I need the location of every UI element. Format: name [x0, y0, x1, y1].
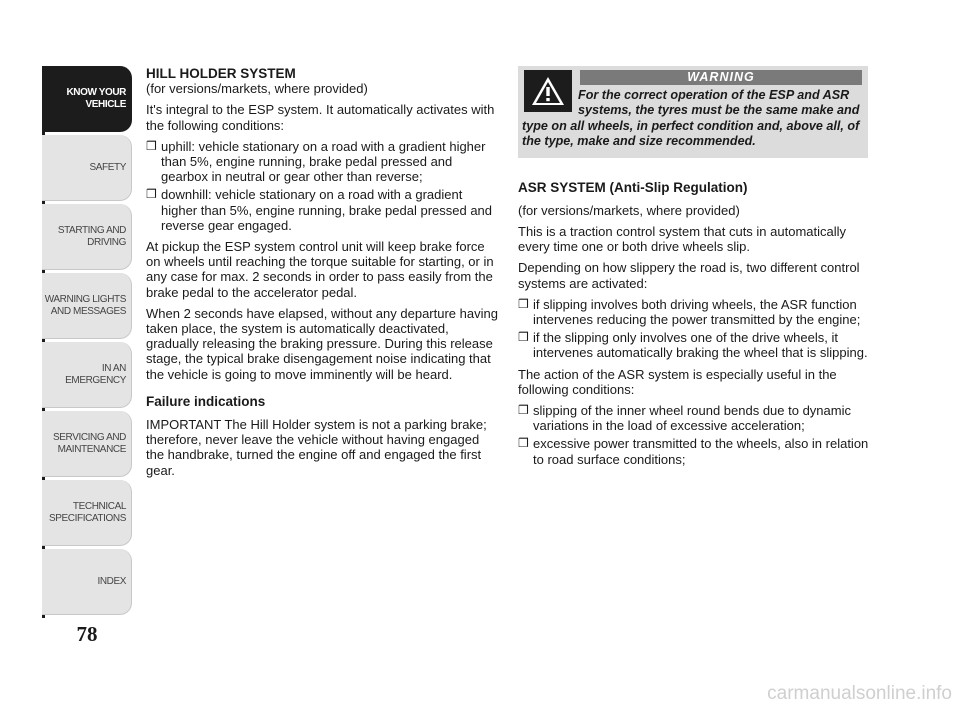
paragraph: The action of the ASR system is especially useful in the following conditions: — [518, 366, 837, 397]
tab-in-an-emergency[interactable]: IN AN EMERGENCY — [42, 342, 132, 408]
tab-index[interactable]: INDEX — [42, 549, 132, 615]
tab-warning-lights[interactable]: WARNING LIGHTS AND MESSAGES — [42, 273, 132, 339]
hill-holder-heading: HILL HOLDER SYSTEM — [146, 66, 296, 81]
failure-indications-heading: Failure indications — [146, 393, 266, 409]
list-item: ❒ excessive power transmitted to the wheels, also in relation to road surface conditions; — [518, 436, 869, 467]
warning-triangle-icon — [524, 70, 572, 112]
paragraph: Depending on how slippery the road is, two different control systems are activated: — [518, 260, 860, 291]
list-item: ❒ if the slipping only involves one of the drive wheels, it intervenes automatically braking the wheel that is slipping. — [518, 330, 868, 361]
list-item: ❒ if slipping involves both driving wheels, the ASR function intervenes reducing the power transmitted by the engine; — [518, 296, 861, 328]
hill-holder-subtitle: (for versions/markets, where provided) — [146, 81, 368, 97]
asr-subtitle: (for versions/markets, where provided) — [518, 202, 740, 218]
page-number: 78 — [76, 622, 98, 646]
tab-know-your-vehicle[interactable]: KNOW YOUR VEHICLE — [42, 66, 132, 132]
list-item: ❒ uphill: vehicle stationary on a road with a gradient higher than 5%, engine running, brake pedal pressed and gearbox in neutral or gear other than reverse; — [146, 138, 486, 185]
checkbox-bullet-icon: ❒ — [518, 330, 529, 345]
checkbox-bullet-icon: ❒ — [518, 436, 529, 451]
warning-title: WARNING — [580, 70, 862, 85]
important-note: IMPORTANT The Hill Holder system is not a parking brake; therefore, never leave the vehicle without having engaged the handbrake, turned the engine off and engaged the first gear. — [146, 417, 487, 478]
tab-starting-and-driving[interactable]: STARTING AND DRIVING — [42, 204, 132, 270]
tab-safety[interactable]: SAFETY — [42, 135, 132, 201]
checkbox-bullet-icon: ❒ — [146, 187, 157, 202]
warning-text: For the correct operation of the ESP and ASR systems, the tyres must be the same make and type on all wheels, in perfect condition and, above all, of the type, make and size recommended. — [522, 88, 860, 149]
checkbox-bullet-icon: ❒ — [518, 403, 529, 418]
left-column — [146, 66, 498, 484]
checkbox-bullet-icon: ❒ — [146, 138, 157, 153]
list-item: ❒ slipping of the inner wheel round bends due to dynamic variations in the load of excessive acceleration; — [518, 403, 851, 434]
paragraph: At pickup the ESP system control unit will keep brake force on wheels until reaching the torque suitable for starting, or in any case for max. 2 seconds in order to pass easily from the brake pedal to the accelerator pedal. — [146, 239, 494, 300]
asr-heading: ASR SYSTEM (Anti-Slip Regulation) — [518, 179, 748, 195]
right-column — [518, 66, 870, 470]
paragraph: When 2 seconds have elapsed, without any departure having taken place, the system is automatically deactivated, gradually releasing the braking pressure. During this release stage, the typical brake disengagement noise indicating that the vehicle is going to move imminently will be heard. — [146, 305, 498, 382]
warning-box — [518, 66, 868, 158]
list-item: ❒ downhill: vehicle stationary on a road with a gradient higher than 5%, engine running, brake pedal pressed and reverse gear engaged. — [146, 187, 493, 233]
checkbox-bullet-icon: ❒ — [518, 296, 529, 311]
watermark: carmanualsonline.info — [767, 683, 952, 704]
tab-servicing-and-maintenance[interactable]: SERVICING AND MAINTENANCE — [42, 411, 132, 477]
hill-holder-intro: It's integral to the ESP system. It automatically activates with the following conditions: — [146, 102, 495, 133]
tab-technical-specifications[interactable]: TECHNICAL SPECIFICATIONS — [42, 480, 132, 546]
asr-intro: This is a traction control system that cuts in automatically every time one or both drive wheels slip. — [518, 224, 847, 255]
